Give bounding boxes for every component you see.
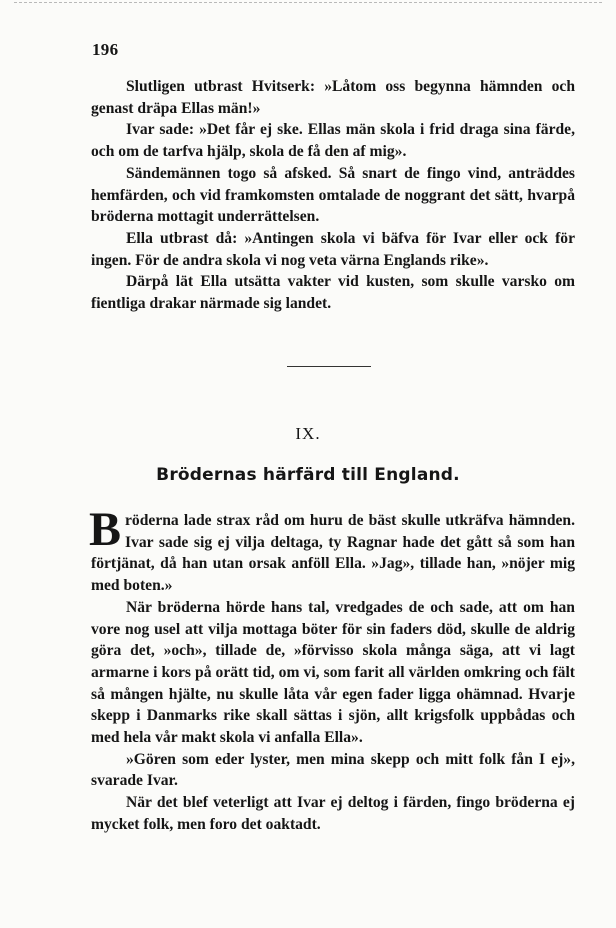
paragraph: Därpå lät Ella utsätta vakter vid kusten, som skulle varsko om fientliga drakar närmade sig landet. — [91, 273, 575, 313]
first-paragraph — [89, 503, 575, 597]
paragraph: »Gören som eder lyster, men mina skepp och mitt folk fån I ej», svarade Ivar. — [91, 750, 575, 790]
paragraph: Ivar sade: »Det får ej ske. Ellas män skola i frid draga sina färde, och om de tarfva hjälp, skola de få den af mig». — [91, 121, 575, 161]
section-title: Brödernas härfärd till England. — [156, 465, 460, 485]
drop-cap: B — [89, 503, 122, 556]
section-text-block — [89, 503, 575, 836]
paragraph: När det blef veterligt att Ivar ej deltog i färden, fingo bröderna ej mycket folk, men foro det oaktadt. — [91, 794, 575, 833]
first-paragraph-text: röderna lade strax råd om huru de bäst skulle utkräfva hämnden. Ivar sade sig ej vilja deltaga, ty Ragnar hade det gått så som han förtjänat, då han utan orsak anföll Ella. »Jag», tillade han, »nöjer mig med boten.» — [91, 512, 575, 595]
paragraph: Sändemännen togo så afsked. Så snart de fingo vind, anträddes hemfärden, och vid framkomsten omtalade de noggrant det sätt, hvarpå bröderna mottagit underrättelsen. — [91, 164, 575, 226]
paragraph: När bröderna hörde hans tal, vredgades de och sade, att om han vore nog usel att vilja mottaga böter för sin faders död, skulle de aldrig göra det, »och», tillade de, »förvisso skola många säga, att vi lagt armarne i kors på orätt tid, om vi, som farit all världen omkring och fält så mången hjälte, nu skulle låta vår egen fader ligga ohämnad. Hvarje skepp i Danmarks rike skall sättas i sjön, allt krigsfolk uppbådas och med hela vår makt skola vi anfalla Ella». — [91, 598, 575, 747]
page-number: 196 — [92, 40, 119, 59]
paragraph: Slutligen utbrast Hvitserk: »Låtom oss begynna hämnden och genast dräpa Ellas män!» — [91, 78, 575, 117]
section-separator — [287, 366, 371, 367]
section-number: IX. — [295, 424, 321, 443]
top-edge-rule — [14, 2, 602, 3]
top-text-block — [91, 76, 575, 315]
paragraph: Ella utbrast då: »Antingen skola vi bäfva för Ivar eller ock för ingen. För de andra skola vi nog veta värna Englands rike». — [91, 229, 575, 269]
